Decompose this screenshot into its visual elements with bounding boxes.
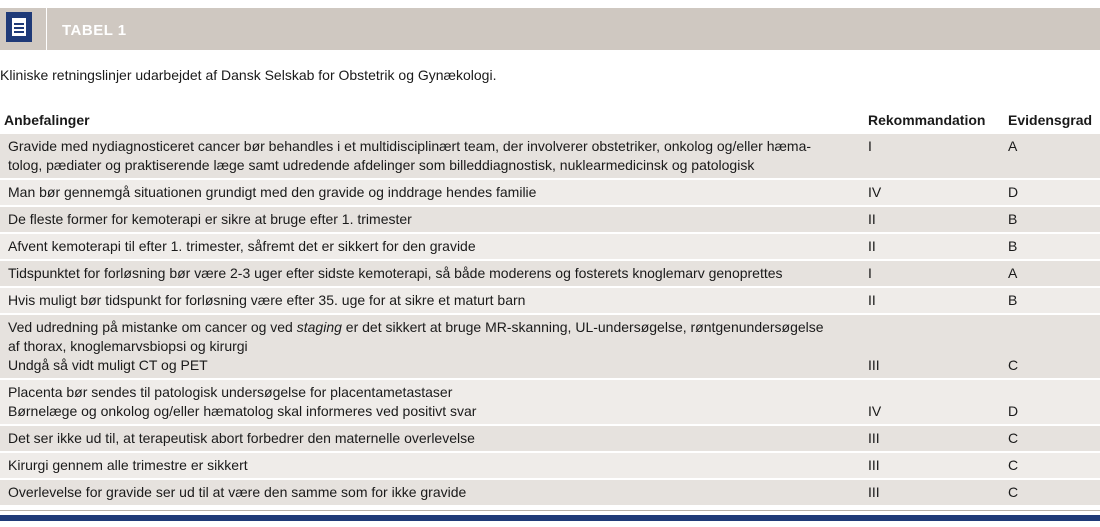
rekommandation-cell: II	[862, 233, 1002, 260]
rekommandation-cell: I	[862, 133, 1002, 179]
rekommandation-cell: III	[862, 479, 1002, 505]
evidensgrad-cell: D	[1002, 179, 1100, 206]
table-row	[0, 425, 1100, 452]
recommendation-line: Hvis muligt bør tidspunkt for forløsning være efter 35. uge for at sikre et maturt barn	[8, 292, 526, 308]
recommendation-text	[0, 425, 862, 452]
table-row	[0, 287, 1100, 314]
table-title: TABEL 1	[62, 22, 127, 39]
evidensgrad-cell: D	[1002, 379, 1100, 425]
recommendation-text	[0, 287, 862, 314]
table-header-row	[0, 106, 1100, 133]
recommendations-table	[0, 106, 1100, 505]
recommendation-line: af thorax, knoglemarvsbiopsi og kirurgi	[8, 338, 248, 354]
recommendation-line: Overlevelse for gravide ser ud til at være den samme som for ikke gravide	[8, 484, 467, 500]
recommendation-line: Tidspunktet for forløsning bør være 2-3 uger efter sidste kemoterapi, så både moderens og fosterets knoglemarv genoprettes	[8, 265, 783, 281]
evidensgrad-cell: C	[1002, 314, 1100, 379]
recommendation-line: Gravide med nydiagnosticeret cancer bør behandles i et multidisciplinært team, der involverer obstetriker, onkolog og/eller hæma-	[8, 138, 812, 154]
evidensgrad-cell: A	[1002, 260, 1100, 287]
recommendation-line: Placenta bør sendes til patologisk undersøgelse for placentametastaser	[8, 384, 453, 400]
recommendation-line: Man bør gennemgå situationen grundigt med den gravide og inddrage hendes familie	[8, 184, 537, 200]
recommendation-text	[0, 233, 862, 260]
recommendation-line: Børnelæge og onkolog og/eller hæmatolog skal informeres ved positivt svar	[8, 403, 477, 419]
recommendation-line: De fleste former for kemoterapi er sikre at bruge efter 1. trimester	[8, 211, 412, 227]
table-caption: Kliniske retningslinjer udarbejdet af Dansk Selskab for Obstetrik og Gynækologi.	[0, 67, 497, 83]
recommendation-text	[0, 260, 862, 287]
table-row	[0, 233, 1100, 260]
recommendation-text	[0, 179, 862, 206]
header-divider	[46, 8, 47, 50]
table-row	[0, 379, 1100, 425]
rekommandation-cell: I	[862, 260, 1002, 287]
table-row	[0, 479, 1100, 505]
evidensgrad-cell: C	[1002, 479, 1100, 505]
recommendation-text	[0, 452, 862, 479]
evidensgrad-cell: B	[1002, 233, 1100, 260]
rekommandation-cell: II	[862, 287, 1002, 314]
column-header-evidensgrad: Evidensgrad	[1008, 112, 1093, 128]
evidensgrad-cell: C	[1002, 452, 1100, 479]
rekommandation-cell: III	[862, 314, 1002, 379]
recommendation-text	[0, 479, 862, 505]
recommendation-text	[0, 314, 862, 379]
rekommandation-cell: III	[862, 452, 1002, 479]
recommendation-line: Det ser ikke ud til, at terapeutisk abort forbedrer den maternelle overlevelse	[8, 430, 475, 446]
evidensgrad-cell: B	[1002, 206, 1100, 233]
recommendation-line: tolog, pædiater og praktiserende læge samt udredende afdelinger som billeddiagnostisk, nuklearmedicinsk og patologisk	[8, 157, 755, 173]
evidensgrad-cell: A	[1002, 133, 1100, 179]
recommendation-line: Kirurgi gennem alle trimestre er sikkert	[8, 457, 248, 473]
table-header-band	[0, 8, 1100, 50]
recommendation-text	[0, 133, 862, 179]
footer-rule-thin	[0, 510, 1100, 511]
evidensgrad-cell: C	[1002, 425, 1100, 452]
recommendation-text	[0, 379, 862, 425]
evidensgrad-cell: B	[1002, 287, 1100, 314]
rekommandation-cell: II	[862, 206, 1002, 233]
document-list-icon	[6, 12, 32, 42]
rekommandation-cell: IV	[862, 379, 1002, 425]
table-row	[0, 260, 1100, 287]
table-row	[0, 133, 1100, 179]
rekommandation-cell: IV	[862, 179, 1002, 206]
recommendation-line: Ved udredning på mistanke om cancer og ved staging er det sikkert at bruge MR-skanning, UL-undersøgelse, røntgenundersøgelse	[8, 319, 824, 335]
table-row	[0, 179, 1100, 206]
rekommandation-cell: III	[862, 425, 1002, 452]
table-row	[0, 452, 1100, 479]
table-row	[0, 206, 1100, 233]
table-row	[0, 314, 1100, 379]
recommendation-line: Afvent kemoterapi til efter 1. trimester, såfremt det er sikkert for den gravide	[8, 238, 476, 254]
recommendation-text	[0, 206, 862, 233]
recommendation-line: Undgå så vidt muligt CT og PET	[8, 357, 208, 373]
column-header-anbefalinger: Anbefalinger	[4, 112, 90, 128]
column-header-rekommandation: Rekommandation	[868, 112, 986, 128]
footer-rule	[0, 515, 1100, 521]
